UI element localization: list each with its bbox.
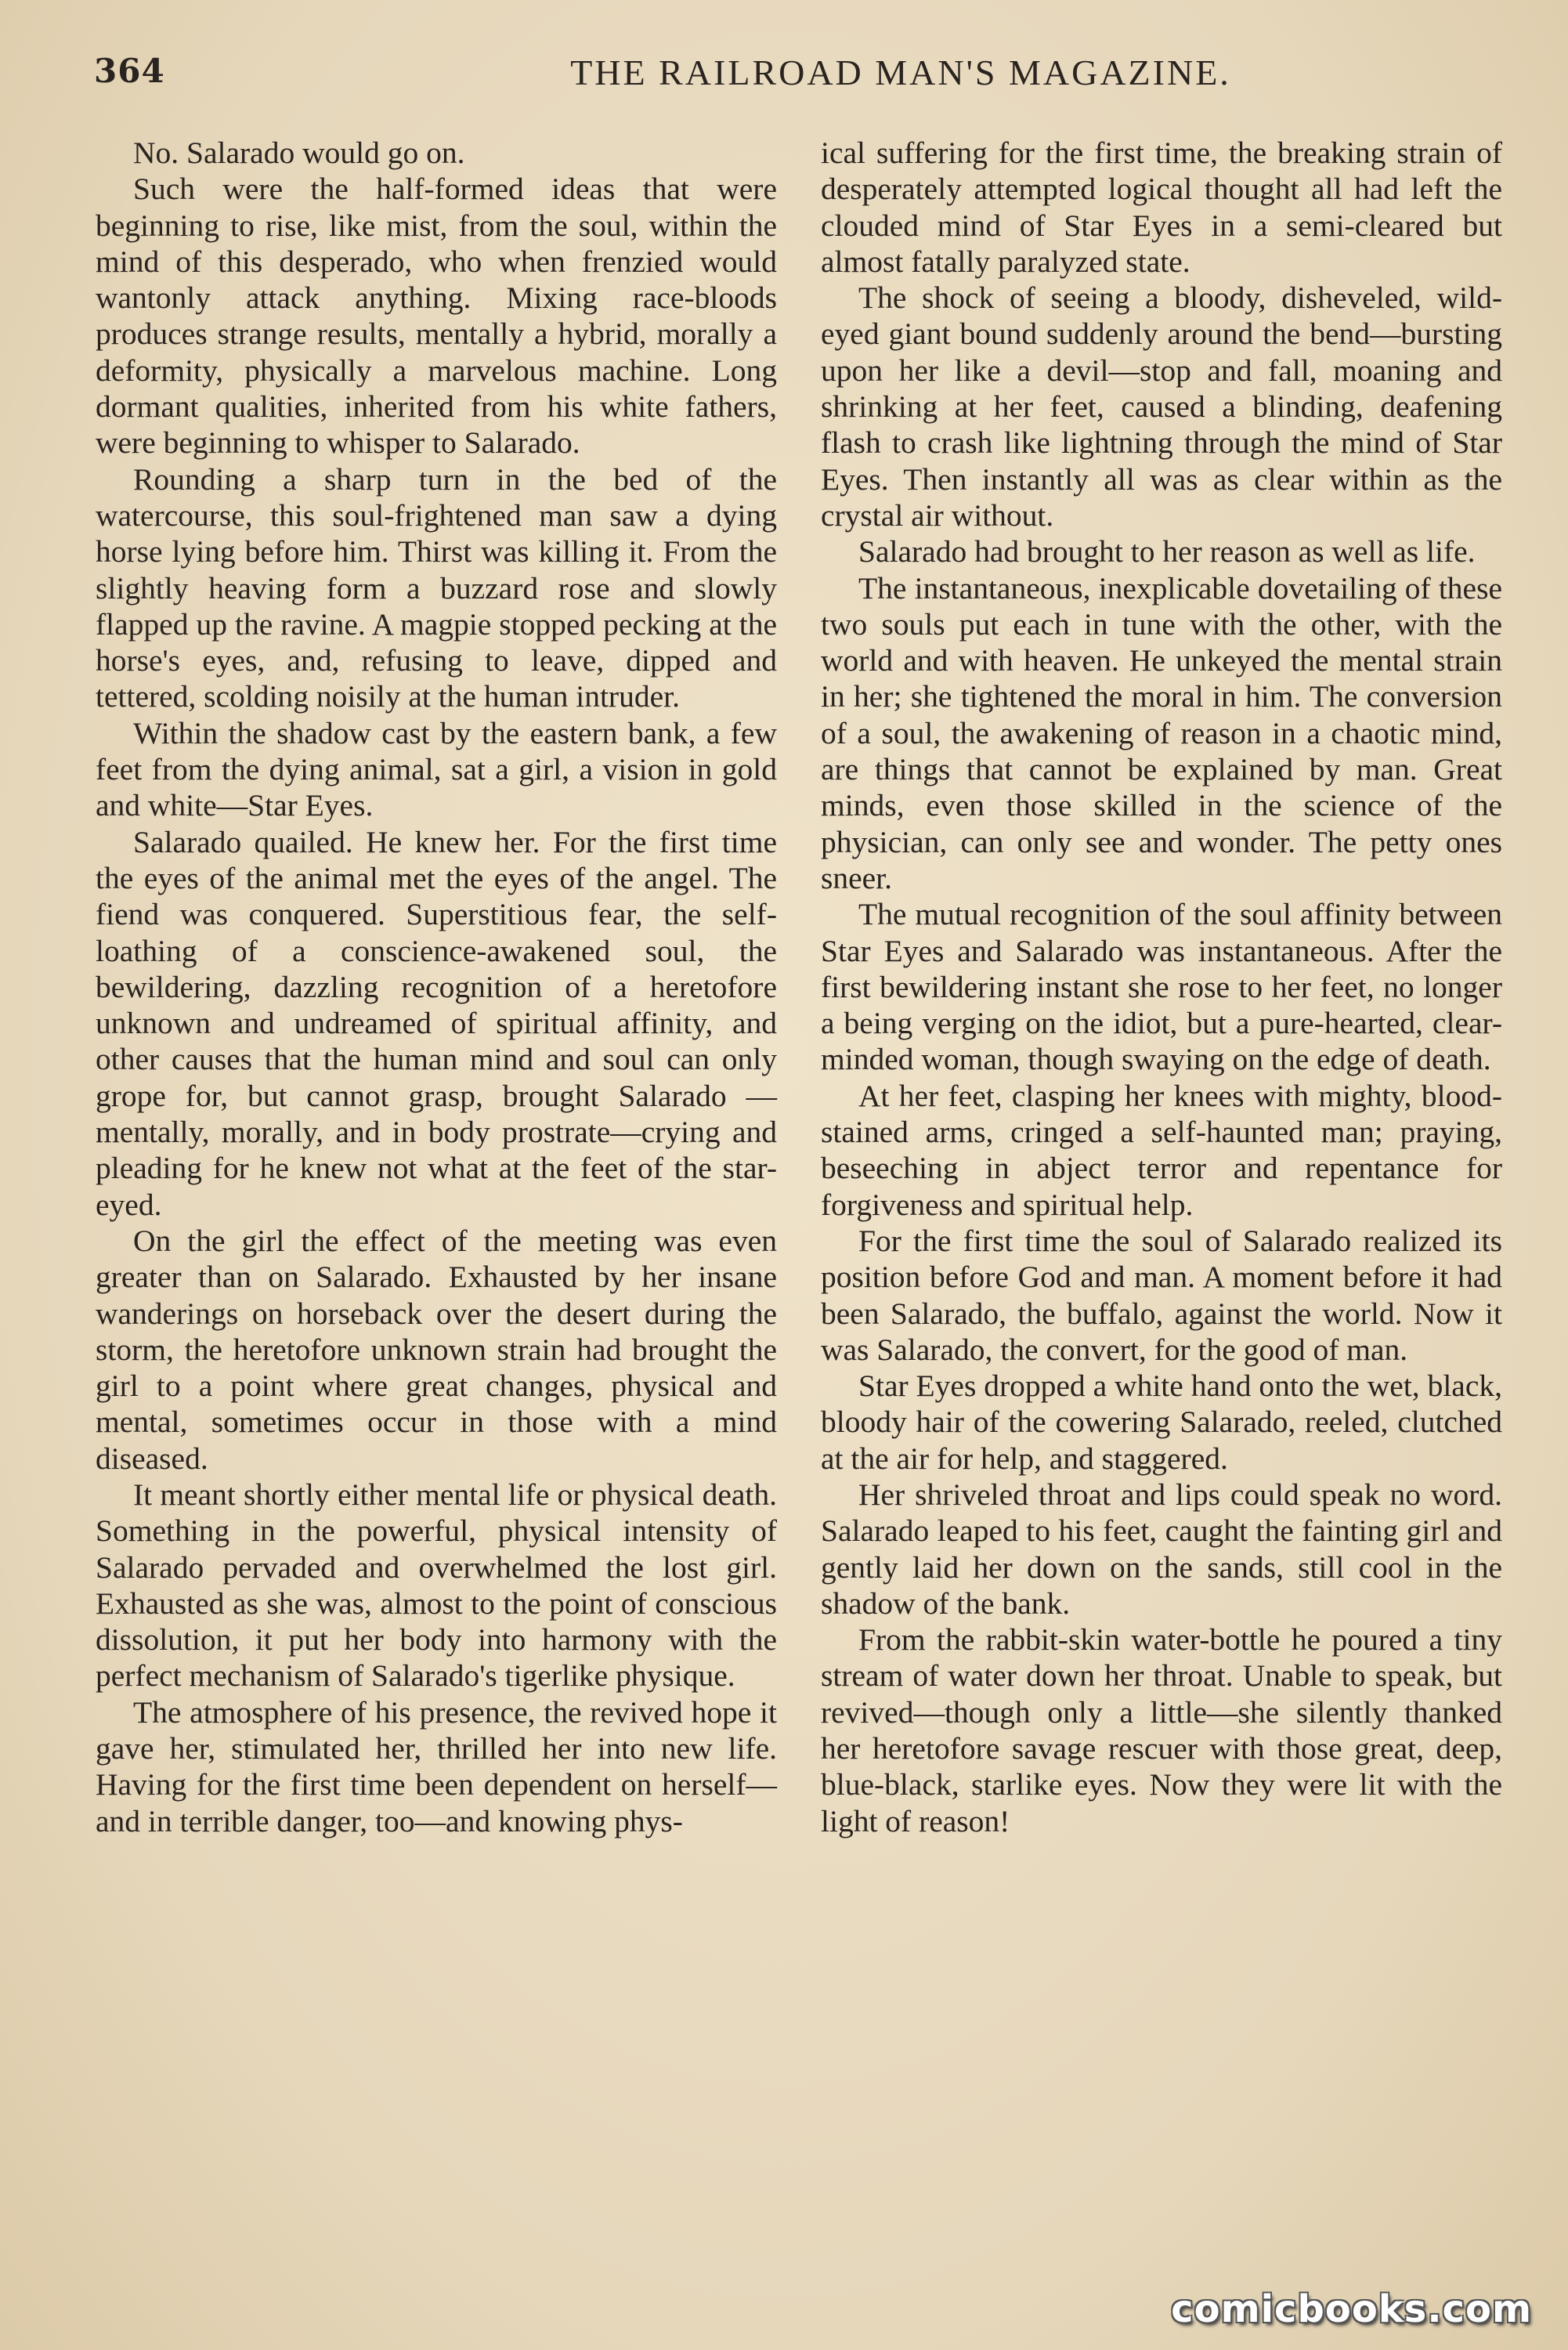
paragraph: Within the shadow cast by the eastern bank, a few feet from the dying animal, sat a girl, a vision in gold and white—Star Eyes.	[96, 715, 777, 823]
paragraph: For the first time the soul of Salarado realized its position before God and man. A moment before it had been Salarado, the buffalo, against the world. Now it was Salarado, the convert, for the good of man.	[821, 1223, 1502, 1367]
watermark-logo: comicbooks.com	[1171, 2287, 1532, 2331]
paragraph: From the rabbit-skin water-bottle he poured a tiny stream of water down her throat. Unable to speak, but revived—though only a little—she silently thanked her heretofore savage rescuer with those great, deep, blue-black, starlike eyes. Now they were lit with the light of reason!	[821, 1622, 1502, 1838]
paragraph: No. Salarado would go on.	[133, 136, 465, 170]
paragraph: At her feet, clasping her knees with mighty, blood-stained arms, cringed a self-haunted man; praying, beseeching in abject terror and repentance for forgiveness and spiritual help.	[821, 1078, 1502, 1222]
text-column-right	[821, 135, 1502, 1839]
paragraph: Star Eyes dropped a white hand onto the wet, black, bloody hair of the cowering Salarado, reeled, clutched at the air for help, and staggered.	[821, 1368, 1502, 1476]
paragraph: On the girl the effect of the meeting was even greater than on Salarado. Exhausted by her insane wanderings on horseback over the desert during the storm, the heretofore unknown strain had brought the girl to a point where great changes, physical and mental, sometimes occur in those with a mind diseased.	[96, 1223, 777, 1476]
paragraph: The instantaneous, inexplicable dovetailing of these two souls put each in tune with the other, with the world and with heaven. He unkeyed the mental strain in her; she tightened the moral in him. The conversion of a soul, the awakening of reason in a chaotic mind, are things that cannot be explained by man. Great minds, even those skilled in the science of the physician, can only see and wonder. The petty ones sneer.	[821, 570, 1502, 895]
paragraph: Salarado quailed. He knew her. For the first time the eyes of the animal met the eyes of the angel. The fiend was conquered. Superstitious fear, the self-loathing of a conscience-awakened soul, the bewildering, dazzling recognition of a heretofore unknown and undreamed of spiritual affinity, and other causes that the human mind and soul can only grope for, but cannot grasp, brought Salarado — mentally, morally, and in body prostrate—crying and pleading for he knew not what at the feet of the star-eyed.	[96, 824, 777, 1222]
paragraph: The shock of seeing a bloody, disheveled, wild-eyed giant bound suddenly around the bend—bursting upon her like a devil—stop and fall, moaning and shrinking at her feet, caused a blinding, deafening flash to crash like lightning through the mind of Star Eyes. Then instantly all was as clear within as the crystal air without.	[821, 280, 1502, 533]
paragraph: Her shriveled throat and lips could speak no word. Salarado leaped to his feet, caught the fainting girl and gently laid her down on the sands, still cool in the shadow of the bank.	[821, 1477, 1502, 1621]
paragraph: Rounding a sharp turn in the bed of the watercourse, this soul-frightened man saw a dying horse lying before him. Thirst was killing it. From the slightly heaving form a buzzard rose and slowly flapped up the ravine. A magpie stopped pecking at the horse's eyes, and, refusing to leave, dipped and tettered, scolding noisily at the human intruder.	[96, 461, 777, 714]
paragraph-continuation: ical suffering for the first time, the breaking strain of desperately attempted logical thought all had left the clouded mind of Star Eyes in a semi-cleared but almost fatally paralyzed state.	[821, 136, 1502, 279]
text-column-left	[96, 135, 777, 1839]
paragraph: Salarado had brought to her reason as well as life.	[858, 534, 1476, 569]
paragraph: The mutual recognition of the soul affinity between Star Eyes and Salarado was instantaneous. After the first bewildering instant she rose to her feet, no longer a being verging on the idiot, but a pure-hearted, clear-minded woman, though swaying on the edge of death.	[821, 897, 1502, 1077]
page-number: 364	[94, 52, 165, 90]
running-title: THE RAILROAD MAN'S MAGAZINE.	[570, 52, 1231, 92]
page-header	[94, 52, 1504, 107]
paragraph: Such were the half-formed ideas that were beginning to rise, like mist, from the soul, within the mind of this desperado, who when frenzied would wantonly attack anything. Mixing race-bloods produces strange results, mentally a hybrid, morally a deformity, physically a marvelous machine. Long dormant qualities, inherited from his white fathers, were beginning to whisper to Salarado.	[96, 172, 777, 461]
paragraph: The atmosphere of his presence, the revived hope it gave her, stimulated her, thrilled her into new life. Having for the first time been dependent on herself—and in terrible danger, too—and knowing phys-	[96, 1694, 777, 1838]
paragraph: It meant shortly either mental life or physical death. Something in the powerful, physical intensity of Salarado pervaded and overwhelmed the lost girl. Exhausted as she was, almost to the point of conscious dissolution, it put her body into harmony with the perfect mechanism of Salarado's tigerlike physique.	[96, 1477, 777, 1694]
